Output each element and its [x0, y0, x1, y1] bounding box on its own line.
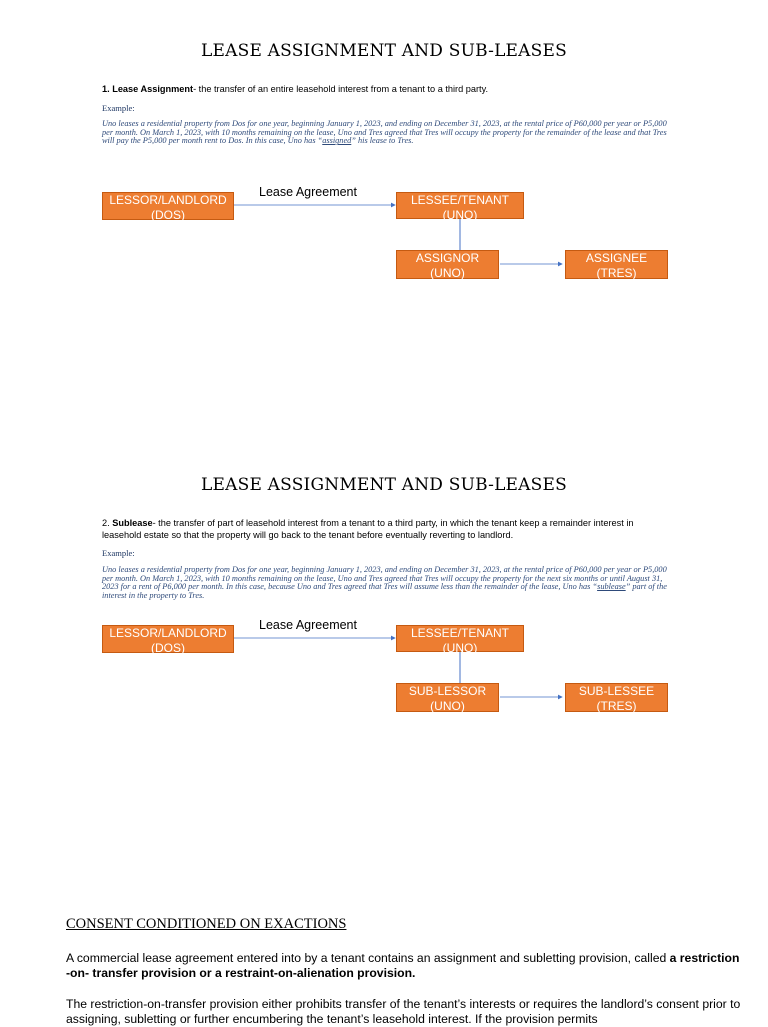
section2-sublessee-box	[565, 683, 668, 712]
section2-definition-term: Sublease	[112, 518, 153, 528]
section1-assignor-line2: (UNO)	[430, 266, 465, 280]
section2-lessor-box	[102, 625, 234, 653]
consent-heading: CONSENT CONDITIONED ON EXACTIONS	[66, 916, 347, 932]
section1-assignee-line1: ASSIGNEE	[585, 251, 648, 265]
section1-assignor-box	[396, 250, 499, 279]
section2-lessee-line2: (UNO)	[442, 641, 478, 655]
section2-lessor-line1: LESSOR/LANDLORD	[109, 626, 227, 640]
section2-example-underlined: sublease	[597, 582, 626, 592]
section2-sublessor-line1: SUB-LESSOR	[408, 684, 487, 698]
consent-paragraph-2: The restriction-on-transfer provision either prohibits transfer of the tenant’s interests or requires the landlord’s consent prior to assigning, subletting or further encumbering the tenant’s leasehold interest. If the provision permits	[66, 997, 741, 1026]
section1-lessor-line2: (DOS)	[151, 208, 185, 222]
consent-paragraph-1-text: A commercial lease agreement entered into by a tenant contains an assignment and subletting provision, called	[66, 951, 670, 965]
section1-lessee-line1: LESSEE/TENANT	[410, 193, 510, 207]
section2-lessee-line1: LESSEE/TENANT	[410, 626, 510, 640]
section1-example-label: Example:	[102, 103, 135, 113]
section1-example-before: Uno leases a residential property from Dos for one year, beginning January 1, 2023, and ending on December 31, 2023, at the rental price of P60,000 per year or P5,000 per month. On March 1, 2023, with 10 months remaining on the lease, Uno and Tres agreed that Tres will occupy the property for the remainder of the lease and that Tres will pay the P5,000 per month rent to Dos. In this case, Uno has “	[102, 119, 667, 146]
section1-example-underlined: assigned	[322, 136, 352, 146]
section1-lessee-line2: (UNO)	[442, 208, 478, 222]
section1-assignor-line1: ASSIGNOR	[415, 251, 480, 265]
section1-assignee-line2: (TRES)	[596, 266, 637, 280]
section2-sublessor-line2: (UNO)	[430, 699, 465, 713]
section2-example-text	[102, 566, 667, 600]
section2-definition	[102, 517, 672, 541]
section1-assignee-box	[565, 250, 668, 279]
section1-arrow-label: Lease Agreement	[259, 185, 357, 199]
consent-paragraph-1-bold: a restriction -on- transfer provision or a restraint-on-alienation provision.	[66, 951, 740, 980]
section2-definition-text: - the transfer of part of leasehold interest from a tenant to a third party, in which the tenant keep a remainder interest in leasehold estate so that the property will go back to the tenant before eventually reverting to landlord.	[102, 518, 634, 540]
section2-example-after: ” part of the interest in the property to Tres.	[102, 582, 667, 600]
section2-lessor-line2: (DOS)	[151, 641, 185, 655]
section1-lessor-box	[102, 192, 234, 220]
section2-sublessor-box	[396, 683, 499, 712]
section2-title: LEASE ASSIGNMENT AND SUB-LEASES	[201, 475, 567, 495]
section1-definition-text: - the transfer of an entire leasehold interest from a tenant to a third party.	[193, 84, 489, 94]
section2-lessee-box	[396, 625, 524, 655]
section2-arrow-label: Lease Agreement	[259, 618, 357, 632]
section2-sublessee-line2: (TRES)	[596, 699, 637, 713]
section1-lessor-line1: LESSOR/LANDLORD	[109, 193, 227, 207]
section2-definition-prefix: 2.	[102, 518, 113, 528]
section1-definition-term: 1. Lease Assignment	[102, 84, 194, 94]
section2-sublessee-line1: SUB-LESSEE	[578, 684, 655, 698]
section2-example-label: Example:	[102, 548, 135, 558]
section1-title: LEASE ASSIGNMENT AND SUB-LEASES	[201, 41, 567, 61]
section1-example-after: ” his lease to Tres.	[351, 136, 414, 146]
section1-lessee-box	[396, 192, 524, 222]
consent-paragraph-1	[66, 951, 746, 981]
section2-example-before: Uno leases a residential property from Dos for one year, beginning January 1, 2023, and ending on December 31, 2023, at the rental price of P60,000 per year or P5,000 per month. On March 1, 2023, with 10 months remaining on the lease, Uno and Tres agreed that Tres will occupy the property for the next six months or until August 31, 2023 for a rent of P6,000 per month. In this case, because Uno and Tres agreed that Tres will assume less than the remainder of the lease, Uno has “	[102, 565, 667, 592]
